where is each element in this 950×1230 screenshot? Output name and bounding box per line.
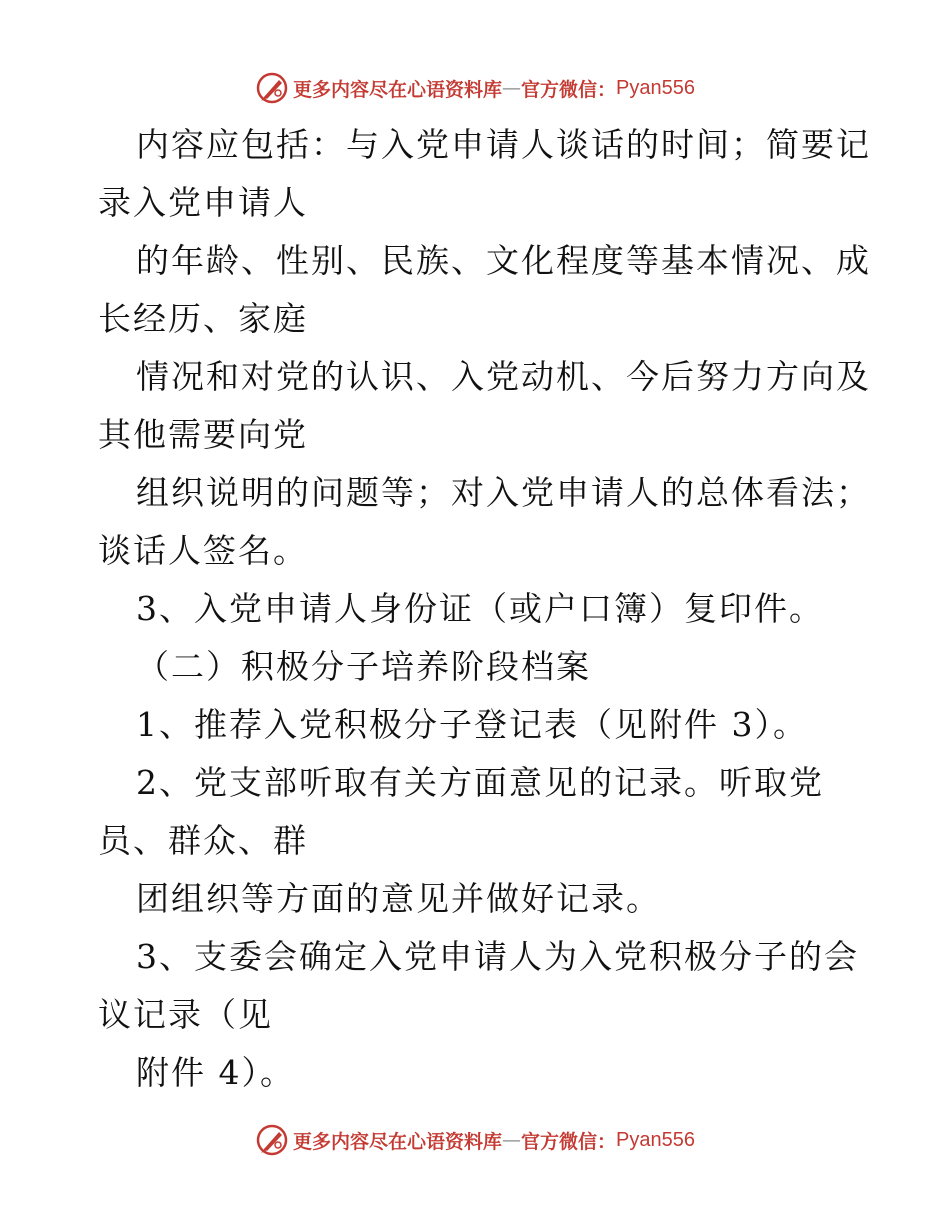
banner-wechat-id: Pyan556 [616, 76, 695, 99]
body-line: 组织说明的问题等；对入党申请人的总体看法； [136, 473, 871, 512]
quill-pen-logo-icon [255, 71, 289, 105]
body-line: 情况和对党的认识、入党动机、今后努力方向及 [136, 357, 871, 396]
banner-dash: — [502, 1129, 522, 1151]
body-line: 团组织等方面的意见并做好记录。 [136, 879, 661, 918]
body-line: 1、推荐入党积极分子登记表（见附件 3）。 [136, 705, 808, 744]
body-line: 员、群众、群 [98, 821, 308, 860]
banner-wechat-id: Pyan556 [616, 1128, 695, 1151]
footer-banner [0, 1120, 950, 1160]
body-line: 长经历、家庭 [98, 299, 308, 338]
section-heading: （二）积极分子培养阶段档案 [136, 647, 591, 686]
body-line: 谈话人签名。 [98, 531, 308, 570]
body-line: 的年龄、性别、民族、文化程度等基本情况、成 [136, 241, 871, 280]
body-line: 录入党申请人 [98, 183, 308, 222]
banner-site-name: 更多内容尽在心语资料库 [293, 78, 503, 101]
quill-pen-logo-icon [255, 1123, 289, 1157]
body-line: 其他需要向党 [98, 415, 308, 454]
header-banner [0, 68, 950, 108]
body-line: 内容应包括：与入党申请人谈话的时间；简要记 [136, 125, 871, 164]
banner-dash: — [502, 77, 522, 99]
banner-wechat-label: 官方微信： [521, 1130, 617, 1153]
banner-wechat-label: 官方微信： [521, 78, 617, 101]
body-line: 3、入党申请人身份证（或户口簿）复印件。 [136, 589, 824, 628]
body-line: 议记录（见 [98, 995, 273, 1034]
body-line: 附件 4）。 [136, 1053, 295, 1092]
banner-site-name: 更多内容尽在心语资料库 [293, 1130, 503, 1153]
body-line: 2、党支部听取有关方面意见的记录。听取党 [136, 763, 824, 802]
body-line: 3、支委会确定入党申请人为入党积极分子的会 [136, 937, 859, 976]
